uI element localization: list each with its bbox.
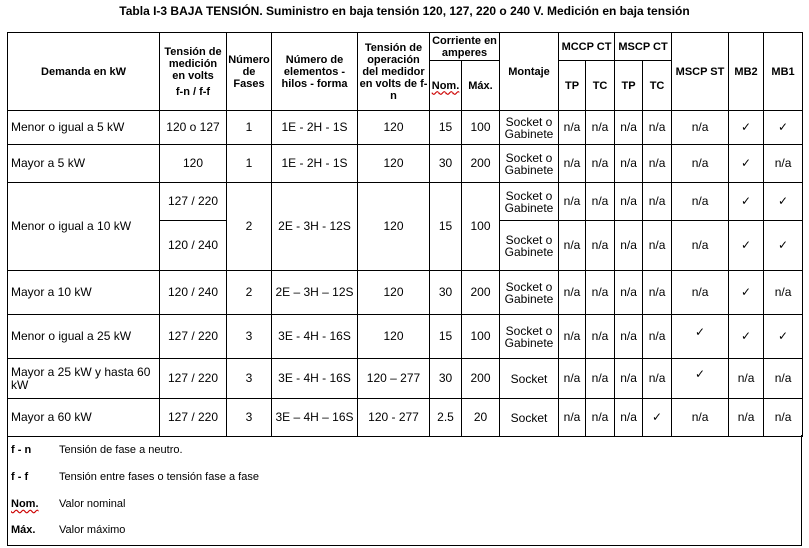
legend-row: [8, 491, 801, 517]
cell-nom: 15: [430, 183, 462, 271]
cell-mscp-tp: n/a: [615, 183, 643, 221]
header-max: Máx.: [462, 61, 500, 111]
cell-tension: 127 / 220: [160, 183, 227, 221]
cell-mccp-tp: n/a: [559, 221, 586, 271]
header-mb1: MB1: [764, 33, 803, 111]
cell-fases: 1: [227, 111, 272, 145]
cell-elementos: 3E - 4H - 16S: [272, 315, 358, 359]
header-numero-fases: Número de Fases: [227, 33, 272, 111]
cell-mb2: ✓: [729, 183, 764, 221]
header-mscp-st: MSCP ST: [672, 33, 729, 111]
cell-fases: 3: [227, 359, 272, 399]
cell-montaje: Socket o Gabinete: [500, 271, 559, 315]
cell-mb2: ✓: [729, 315, 764, 359]
cell-demanda: Menor o igual a 5 kW: [8, 111, 160, 145]
header-tension-medicion: [160, 33, 227, 111]
cell-mscp-st: n/a: [672, 399, 729, 437]
cell-mccp-tp: n/a: [559, 315, 586, 359]
cell-tension: 127 / 220: [160, 359, 227, 399]
cell-elementos: 2E - 3H - 12S: [272, 183, 358, 271]
cell-mccp-tp: n/a: [559, 145, 586, 183]
table-row: [8, 271, 803, 315]
cell-fases: 3: [227, 399, 272, 437]
cell-max: 100: [462, 183, 500, 271]
cell-mscp-tp: n/a: [615, 399, 643, 437]
cell-mccp-tp: n/a: [559, 183, 586, 221]
cell-operacion: 120 – 277: [358, 359, 430, 399]
header-tension-operacion: Tensión de operación del medidor en volts de f-n: [358, 33, 430, 111]
cell-mscp-st: n/a: [672, 111, 729, 145]
legend-key: f - f: [11, 471, 29, 483]
cell-mscp-tp: n/a: [615, 145, 643, 183]
cell-nom: 30: [430, 271, 462, 315]
cell-max: 200: [462, 359, 500, 399]
cell-elementos: 3E - 4H - 16S: [272, 359, 358, 399]
cell-mb2: ✓: [729, 145, 764, 183]
cell-elementos: 2E – 3H – 12S: [272, 271, 358, 315]
cell-demanda: Mayor a 10 kW: [8, 271, 160, 315]
cell-mscp-tp: n/a: [615, 111, 643, 145]
cell-nom: 15: [430, 315, 462, 359]
cell-operacion: 120: [358, 111, 430, 145]
cell-mccp-tc: n/a: [586, 271, 615, 315]
cell-demanda: Mayor a 5 kW: [8, 145, 160, 183]
header-nom-label: Nom.: [431, 79, 460, 92]
cell-mscp-tp: n/a: [615, 221, 643, 271]
cell-tension: 120 / 240: [160, 221, 227, 271]
cell-mccp-tc: n/a: [586, 111, 615, 145]
header-mccp-ct: MCCP CT: [559, 33, 615, 61]
cell-nom: 15: [430, 111, 462, 145]
cell-mscp-tc: n/a: [643, 271, 672, 315]
legend-row: [8, 517, 801, 543]
cell-mb1: n/a: [764, 359, 803, 399]
cell-fases: 3: [227, 315, 272, 359]
header-mb2: MB2: [729, 33, 764, 111]
header-mscp-tp: TP: [615, 61, 643, 111]
cell-mscp-tc: n/a: [643, 221, 672, 271]
cell-mscp-st: n/a: [672, 145, 729, 183]
cell-fases: 2: [227, 271, 272, 315]
cell-max: 100: [462, 315, 500, 359]
cell-mscp-tc: n/a: [643, 359, 672, 399]
cell-demanda: Menor o igual a 10 kW: [8, 183, 160, 271]
cell-elementos: 1E - 2H - 1S: [272, 145, 358, 183]
cell-montaje: Socket o Gabinete: [500, 183, 559, 221]
table-row: [8, 315, 803, 359]
cell-nom: 30: [430, 359, 462, 399]
cell-max: 20: [462, 399, 500, 437]
legend-row: [8, 464, 801, 490]
cell-mccp-tp: n/a: [559, 271, 586, 315]
header-tension-medicion-sub: f-n / f-f: [175, 85, 211, 98]
table-row: [8, 359, 803, 399]
cell-mb1: n/a: [764, 399, 803, 437]
cell-mscp-tc: n/a: [643, 183, 672, 221]
cell-mb1: n/a: [764, 145, 803, 183]
legend-key: Máx.: [11, 524, 36, 536]
cell-tension: 120 / 240: [160, 271, 227, 315]
cell-mccp-tc: n/a: [586, 183, 615, 221]
cell-max: 200: [462, 145, 500, 183]
header-mscp-ct: MSCP CT: [615, 33, 672, 61]
cell-mb1: ✓: [764, 315, 803, 359]
cell-operacion: 120: [358, 145, 430, 183]
specs-table: [7, 32, 803, 437]
cell-mb2: ✓: [729, 221, 764, 271]
cell-operacion: 120: [358, 183, 430, 271]
legend: [7, 435, 802, 546]
cell-mccp-tc: n/a: [586, 145, 615, 183]
legend-text: Tensión de fase a neutro.: [59, 444, 183, 456]
cell-montaje: Socket: [500, 399, 559, 437]
legend-text: Tensión entre fases o tensión fase a fase: [59, 471, 259, 483]
header-tension-medicion-label: Tensión de medición en volts: [164, 45, 222, 82]
cell-demanda: Mayor a 60 kW: [8, 399, 160, 437]
cell-mb1: ✓: [764, 221, 803, 271]
cell-mscp-tp: n/a: [615, 315, 643, 359]
cell-demanda: Menor o igual a 25 kW: [8, 315, 160, 359]
legend-row: [8, 437, 801, 463]
cell-nom: 2.5: [430, 399, 462, 437]
cell-mccp-tc: n/a: [586, 359, 615, 399]
cell-mb1: ✓: [764, 183, 803, 221]
cell-tension: 120 o 127: [160, 111, 227, 145]
cell-tension: 127 / 220: [160, 399, 227, 437]
table-row: [8, 399, 803, 437]
cell-nom: 30: [430, 145, 462, 183]
cell-max: 200: [462, 271, 500, 315]
legend-text: Valor nominal: [59, 498, 126, 510]
cell-mb1: n/a: [764, 271, 803, 315]
cell-mscp-st: n/a: [672, 271, 729, 315]
cell-mscp-st: ✓: [672, 315, 729, 359]
cell-operacion: 120: [358, 271, 430, 315]
cell-montaje: Socket o Gabinete: [500, 111, 559, 145]
cell-max: 100: [462, 111, 500, 145]
cell-demanda: Mayor a 25 kW y hasta 60 kW: [8, 359, 160, 399]
table-row: [8, 145, 803, 183]
cell-operacion: 120 - 277: [358, 399, 430, 437]
cell-mccp-tc: n/a: [586, 399, 615, 437]
cell-mccp-tc: n/a: [586, 221, 615, 271]
cell-mscp-tc: n/a: [643, 315, 672, 359]
cell-elementos: 1E - 2H - 1S: [272, 111, 358, 145]
cell-mb1: ✓: [764, 111, 803, 145]
cell-mccp-tp: n/a: [559, 359, 586, 399]
cell-mscp-tp: n/a: [615, 271, 643, 315]
cell-mscp-tp: n/a: [615, 359, 643, 399]
cell-montaje: Socket o Gabinete: [500, 315, 559, 359]
cell-mscp-tc: ✓: [643, 399, 672, 437]
header-nom: [430, 61, 462, 111]
cell-mb2: n/a: [729, 359, 764, 399]
cell-mb2: ✓: [729, 271, 764, 315]
cell-fases: 2: [227, 183, 272, 271]
header-mscp-tc: TC: [643, 61, 672, 111]
cell-mccp-tp: n/a: [559, 111, 586, 145]
cell-mscp-st: n/a: [672, 183, 729, 221]
cell-mscp-tc: n/a: [643, 145, 672, 183]
header-mccp-tp: TP: [559, 61, 586, 111]
header-corriente: Corriente en amperes: [430, 33, 500, 61]
cell-mccp-tp: n/a: [559, 399, 586, 437]
cell-montaje: Socket o Gabinete: [500, 221, 559, 271]
header-numero-elementos: Número de elementos - hilos - forma: [272, 33, 358, 111]
header-mccp-tc: TC: [586, 61, 615, 111]
table-row: [8, 111, 803, 145]
cell-operacion: 120: [358, 315, 430, 359]
header-montaje: Montaje: [500, 33, 559, 111]
header-demanda: Demanda en kW: [8, 33, 160, 111]
cell-montaje: Socket o Gabinete: [500, 145, 559, 183]
legend-text: Valor máximo: [59, 524, 126, 536]
cell-mb2: n/a: [729, 399, 764, 437]
cell-mccp-tc: n/a: [586, 315, 615, 359]
cell-montaje: Socket: [500, 359, 559, 399]
cell-mb2: ✓: [729, 111, 764, 145]
legend-key: f - n: [11, 444, 32, 456]
table-title: Tabla I-3 BAJA TENSIÓN. Suministro en baja tensión 120, 127, 220 o 240 V. Medición en baja tensión: [119, 4, 690, 18]
cell-mscp-st: n/a: [672, 221, 729, 271]
cell-mscp-tc: n/a: [643, 111, 672, 145]
cell-tension: 120: [160, 145, 227, 183]
cell-fases: 1: [227, 145, 272, 183]
table-row: [8, 183, 803, 221]
cell-tension: 127 / 220: [160, 315, 227, 359]
cell-elementos: 3E – 4H – 16S: [272, 399, 358, 437]
legend-key: Nom.: [11, 498, 39, 510]
cell-mscp-st: ✓: [672, 359, 729, 399]
